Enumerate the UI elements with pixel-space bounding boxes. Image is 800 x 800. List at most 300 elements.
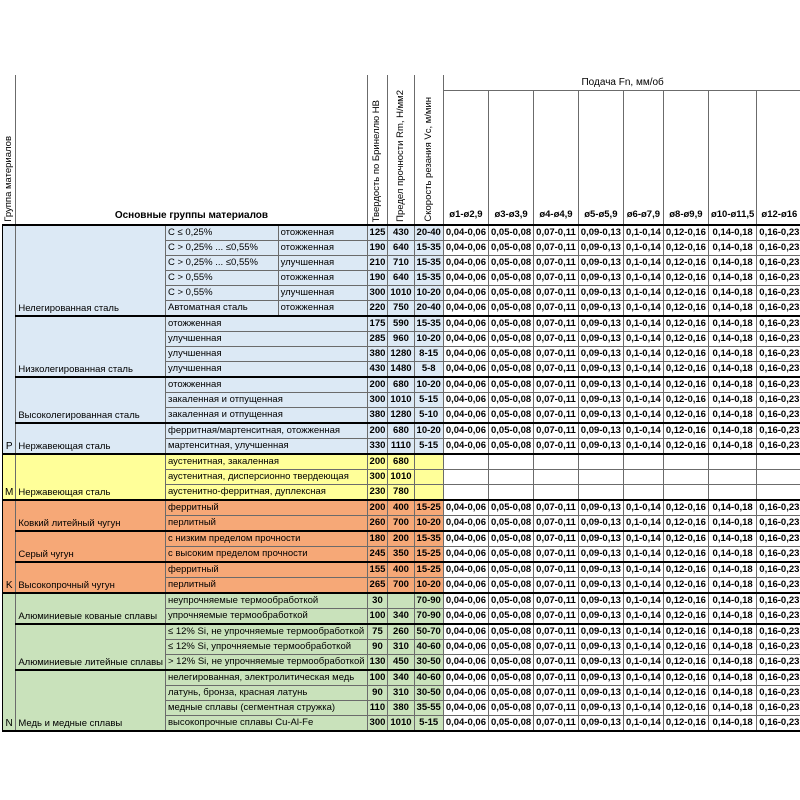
rm-cell: 400: [388, 500, 414, 516]
feed-cell: 0,09-0,13: [578, 408, 623, 424]
rm-cell: 450: [388, 655, 414, 671]
feed-cell: [623, 470, 663, 485]
rm-cell: 710: [388, 256, 414, 271]
feed-cell: 0,16-0,23: [757, 377, 800, 393]
hb-cell: 230: [367, 485, 388, 501]
header-feed-title: Подача Fn, мм/об: [443, 75, 800, 91]
feed-cell: 0,05-0,08: [489, 332, 534, 347]
hb-cell: 100: [367, 670, 388, 686]
feed-cell: [489, 470, 534, 485]
hb-cell: 75: [367, 624, 388, 640]
feed-cell: 0,14-0,18: [708, 593, 756, 609]
feed-cell: 0,12-0,16: [663, 423, 708, 439]
feed-cell: 0,09-0,13: [578, 439, 623, 455]
feed-cell: 0,07-0,11: [534, 347, 579, 362]
material-spec-cell: улучшенная: [166, 362, 368, 378]
feed-cell: [489, 485, 534, 501]
feed-cell: [534, 470, 579, 485]
feed-cell: 0,09-0,13: [578, 301, 623, 317]
feed-cell: 0,16-0,23: [757, 393, 800, 408]
hb-cell: 380: [367, 347, 388, 362]
feed-cell: 0,16-0,23: [757, 362, 800, 378]
hb-cell: 200: [367, 423, 388, 439]
material-state-cell: улучшенная: [278, 286, 367, 301]
rm-cell: 680: [388, 423, 414, 439]
rotated-label-wrap: [3, 81, 16, 224]
hb-cell: 155: [367, 562, 388, 578]
feed-cell: 0,1-0,14: [623, 578, 663, 594]
feed-cell: [489, 454, 534, 470]
header-row-top: [3, 75, 800, 91]
material-spec-cell: аустенитно-ферритная, дуплексная: [166, 485, 368, 501]
material-state-cell: отожженная: [278, 241, 367, 256]
feed-cell: 0,12-0,16: [663, 701, 708, 716]
feed-cell: 0,09-0,13: [578, 686, 623, 701]
feed-cell: 0,04-0,06: [443, 393, 488, 408]
table-row: [3, 593, 800, 609]
feed-cell: [443, 485, 488, 501]
feed-cell: 0,14-0,18: [708, 377, 756, 393]
hb-cell: 110: [367, 701, 388, 716]
material-spec-cell: C > 0,25% ... ≤0,55%: [166, 241, 279, 256]
feed-cell: [757, 454, 800, 470]
header-diameter-5: ø6-ø7,9: [623, 91, 663, 226]
feed-cell: 0,07-0,11: [534, 516, 579, 532]
material-spec-cell: отожженная: [166, 377, 368, 393]
feed-cell: 0,12-0,16: [663, 316, 708, 332]
vc-column-label: Скорость резания Vc, м/мин: [422, 97, 434, 222]
feed-cell: 0,14-0,18: [708, 516, 756, 532]
material-spec-cell: мартенситная, улучшенная: [166, 439, 368, 455]
rm-cell: 310: [388, 640, 414, 655]
rm-cell: 430: [388, 225, 414, 241]
feed-cell: 0,12-0,16: [663, 578, 708, 594]
rm-cell: 680: [388, 377, 414, 393]
group-letter-cell: K: [3, 500, 16, 593]
rm-cell: 590: [388, 316, 414, 332]
subgroup-cell: Алюминиевые литейные сплавы: [16, 624, 166, 670]
vc-cell: 15-25: [414, 500, 443, 516]
feed-cell: 0,07-0,11: [534, 241, 579, 256]
feed-cell: 0,05-0,08: [489, 609, 534, 625]
feed-cell: 0,1-0,14: [623, 377, 663, 393]
rm-cell: 1480: [388, 362, 414, 378]
feed-cell: 0,12-0,16: [663, 377, 708, 393]
feed-cell: 0,07-0,11: [534, 640, 579, 655]
feed-cell: 0,1-0,14: [623, 362, 663, 378]
feed-cell: 0,12-0,16: [663, 332, 708, 347]
feed-cell: 0,16-0,23: [757, 624, 800, 640]
feed-cell: 0,1-0,14: [623, 670, 663, 686]
feed-cell: 0,1-0,14: [623, 347, 663, 362]
material-spec-cell: C > 0,55%: [166, 271, 279, 286]
feed-cell: 0,16-0,23: [757, 423, 800, 439]
table-row: [3, 500, 800, 516]
rm-cell: 640: [388, 271, 414, 286]
feed-cell: 0,1-0,14: [623, 686, 663, 701]
feed-cell: 0,04-0,06: [443, 516, 488, 532]
rm-cell: 700: [388, 578, 414, 594]
feed-cell: [663, 454, 708, 470]
material-spec-cell: > 12% Si, не упрочняемые термообработкой: [166, 655, 368, 671]
header-diameter-7: ø10-ø11,5: [708, 91, 756, 226]
feed-cell: 0,04-0,06: [443, 578, 488, 594]
vc-cell: 50-70: [414, 624, 443, 640]
feed-cell: [534, 454, 579, 470]
rm-cell: 380: [388, 701, 414, 716]
feed-cell: 0,09-0,13: [578, 225, 623, 241]
vc-cell: 40-60: [414, 670, 443, 686]
feed-cell: 0,1-0,14: [623, 593, 663, 609]
feed-cell: 0,12-0,16: [663, 640, 708, 655]
feed-cell: 0,07-0,11: [534, 301, 579, 317]
feed-cell: 0,12-0,16: [663, 500, 708, 516]
feed-cell: 0,05-0,08: [489, 547, 534, 563]
hb-cell: 125: [367, 225, 388, 241]
feed-cell: 0,14-0,18: [708, 578, 756, 594]
feed-cell: 0,12-0,16: [663, 593, 708, 609]
feed-cell: 0,05-0,08: [489, 670, 534, 686]
material-spec-cell: ферритная/мартенситная, отожженная: [166, 423, 368, 439]
feed-cell: [623, 485, 663, 501]
rm-cell: 750: [388, 301, 414, 317]
material-spec-cell: закаленная и отпущенная: [166, 408, 368, 424]
feed-cell: 0,14-0,18: [708, 716, 756, 732]
material-spec-cell: аустенитная, дисперсионно твердеющая: [166, 470, 368, 485]
hb-cell: 210: [367, 256, 388, 271]
feed-cell: 0,14-0,18: [708, 531, 756, 547]
table-header: [3, 75, 800, 225]
feed-cell: [757, 485, 800, 501]
hb-cell: 100: [367, 609, 388, 625]
vc-cell: 15-35: [414, 241, 443, 256]
rm-cell: 1010: [388, 393, 414, 408]
vc-cell: 15-35: [414, 271, 443, 286]
vc-cell: 10-20: [414, 332, 443, 347]
feed-cell: 0,12-0,16: [663, 624, 708, 640]
feed-cell: 0,12-0,16: [663, 271, 708, 286]
feed-cell: 0,07-0,11: [534, 408, 579, 424]
table-row: [3, 225, 800, 241]
feed-cell: 0,09-0,13: [578, 362, 623, 378]
feed-cell: 0,04-0,06: [443, 701, 488, 716]
rm-cell: 1010: [388, 286, 414, 301]
feed-cell: 0,05-0,08: [489, 531, 534, 547]
feed-cell: 0,1-0,14: [623, 500, 663, 516]
feed-cell: 0,16-0,23: [757, 701, 800, 716]
subgroup-cell: Низколегированная сталь: [16, 316, 166, 377]
feed-cell: 0,09-0,13: [578, 423, 623, 439]
table-row: [3, 670, 800, 686]
feed-cell: 0,09-0,13: [578, 500, 623, 516]
material-spec-cell: перлитный: [166, 578, 368, 594]
feed-cell: 0,09-0,13: [578, 593, 623, 609]
feed-cell: 0,07-0,11: [534, 593, 579, 609]
rm-cell: 780: [388, 485, 414, 501]
rm-cell: 1010: [388, 716, 414, 732]
feed-cell: 0,05-0,08: [489, 500, 534, 516]
hb-cell: 330: [367, 439, 388, 455]
hb-cell: 220: [367, 301, 388, 317]
table-body: [3, 225, 800, 731]
vc-cell: [414, 454, 443, 470]
feed-cell: 0,04-0,06: [443, 686, 488, 701]
material-spec-cell: упрочняемые термообработкой: [166, 609, 368, 625]
feed-cell: [578, 454, 623, 470]
feed-cell: 0,05-0,08: [489, 562, 534, 578]
feed-cell: 0,09-0,13: [578, 286, 623, 301]
hb-cell: 285: [367, 332, 388, 347]
feed-cell: 0,07-0,11: [534, 271, 579, 286]
feed-cell: 0,14-0,18: [708, 332, 756, 347]
feed-cell: 0,14-0,18: [708, 301, 756, 317]
vc-cell: 40-60: [414, 640, 443, 655]
feed-cell: 0,07-0,11: [534, 624, 579, 640]
feed-cell: 0,1-0,14: [623, 332, 663, 347]
vc-cell: 20-40: [414, 225, 443, 241]
feed-cell: 0,1-0,14: [623, 716, 663, 732]
feed-cell: 0,12-0,16: [663, 562, 708, 578]
vc-cell: 10-20: [414, 286, 443, 301]
header-diameter-1: ø1-ø2,9: [443, 91, 488, 226]
vc-cell: 20-40: [414, 301, 443, 317]
feed-cell: 0,14-0,18: [708, 271, 756, 286]
feed-cell: 0,07-0,11: [534, 531, 579, 547]
feed-cell: 0,04-0,06: [443, 624, 488, 640]
subgroup-cell: Высоколегированная сталь: [16, 377, 166, 423]
header-group-column: [3, 75, 16, 225]
feed-cell: [623, 454, 663, 470]
spreadsheet-area: [2, 75, 800, 732]
feed-cell: 0,14-0,18: [708, 347, 756, 362]
feed-cell: 0,16-0,23: [757, 500, 800, 516]
feed-cell: 0,16-0,23: [757, 562, 800, 578]
rm-column-label: Предел прочности Rm, Н/мм2: [394, 90, 406, 222]
feed-cell: 0,05-0,08: [489, 271, 534, 286]
material-spec-cell: с низким пределом прочности: [166, 531, 368, 547]
feed-cell: 0,05-0,08: [489, 640, 534, 655]
material-state-cell: отожженная: [278, 301, 367, 317]
vc-cell: 10-20: [414, 423, 443, 439]
feed-cell: 0,1-0,14: [623, 609, 663, 625]
feed-cell: [578, 470, 623, 485]
material-spec-cell: ≤ 12% Si, упрочняемые термообработкой: [166, 640, 368, 655]
feed-cell: 0,12-0,16: [663, 362, 708, 378]
hb-cell: 130: [367, 655, 388, 671]
material-spec-cell: C > 0,25% ... ≤0,55%: [166, 256, 279, 271]
feed-cell: 0,14-0,18: [708, 686, 756, 701]
feed-cell: 0,1-0,14: [623, 547, 663, 563]
feed-cell: 0,12-0,16: [663, 655, 708, 671]
feed-cell: 0,14-0,18: [708, 624, 756, 640]
header-diameter-3: ø4-ø4,9: [534, 91, 579, 226]
feed-cell: 0,05-0,08: [489, 362, 534, 378]
material-state-cell: отожженная: [278, 271, 367, 286]
subgroup-cell: Серый чугун: [16, 531, 166, 562]
feed-cell: 0,12-0,16: [663, 408, 708, 424]
vc-cell: 10-20: [414, 516, 443, 532]
feed-cell: 0,05-0,08: [489, 347, 534, 362]
feed-cell: [708, 485, 756, 501]
hb-column-label: Твердость по Бринеллю HB: [371, 99, 383, 222]
vc-cell: 35-55: [414, 701, 443, 716]
vc-cell: 70-90: [414, 593, 443, 609]
rotated-label-wrap: [388, 81, 413, 224]
feed-cell: 0,07-0,11: [534, 609, 579, 625]
rm-cell: [388, 593, 414, 609]
rm-cell: 350: [388, 547, 414, 563]
feed-cell: 0,16-0,23: [757, 578, 800, 594]
feed-cell: 0,09-0,13: [578, 256, 623, 271]
feed-cell: 0,14-0,18: [708, 286, 756, 301]
feed-cell: 0,09-0,13: [578, 393, 623, 408]
feed-cell: 0,14-0,18: [708, 256, 756, 271]
hb-cell: 300: [367, 286, 388, 301]
feed-cell: 0,04-0,06: [443, 500, 488, 516]
feed-cell: 0,07-0,11: [534, 500, 579, 516]
feed-cell: 0,07-0,11: [534, 316, 579, 332]
feed-cell: 0,14-0,18: [708, 609, 756, 625]
feed-cell: 0,12-0,16: [663, 516, 708, 532]
vc-cell: 30-50: [414, 686, 443, 701]
rm-cell: 400: [388, 562, 414, 578]
rm-cell: 640: [388, 241, 414, 256]
feed-cell: 0,16-0,23: [757, 301, 800, 317]
feed-cell: 0,16-0,23: [757, 531, 800, 547]
material-spec-cell: C > 0,55%: [166, 286, 279, 301]
feed-cell: 0,04-0,06: [443, 609, 488, 625]
vc-cell: 15-35: [414, 316, 443, 332]
material-spec-cell: Автоматная сталь: [166, 301, 279, 317]
vc-cell: 30-50: [414, 655, 443, 671]
feed-cell: [443, 470, 488, 485]
feed-cell: 0,12-0,16: [663, 347, 708, 362]
material-spec-cell: ферритный: [166, 500, 368, 516]
feed-cell: 0,1-0,14: [623, 423, 663, 439]
feed-cell: 0,1-0,14: [623, 408, 663, 424]
feed-cell: 0,14-0,18: [708, 408, 756, 424]
hb-cell: 300: [367, 393, 388, 408]
feed-cell: 0,05-0,08: [489, 686, 534, 701]
rotated-label-wrap: [415, 81, 443, 224]
feed-cell: 0,16-0,23: [757, 686, 800, 701]
feed-cell: 0,04-0,06: [443, 316, 488, 332]
feed-cell: 0,1-0,14: [623, 701, 663, 716]
feed-cell: 0,16-0,23: [757, 286, 800, 301]
feed-cell: 0,05-0,08: [489, 256, 534, 271]
feed-cell: [708, 454, 756, 470]
feed-cell: 0,16-0,23: [757, 439, 800, 455]
hb-cell: 430: [367, 362, 388, 378]
feed-cell: 0,16-0,23: [757, 256, 800, 271]
material-spec-cell: аустенитная, закаленная: [166, 454, 368, 470]
header-speed-vc: [414, 75, 443, 225]
header-strength-rm: [388, 75, 414, 225]
feed-cell: 0,16-0,23: [757, 332, 800, 347]
feed-cell: 0,12-0,16: [663, 286, 708, 301]
vc-cell: 5-15: [414, 393, 443, 408]
feed-cell: 0,04-0,06: [443, 716, 488, 732]
feed-cell: 0,09-0,13: [578, 670, 623, 686]
group-letter-cell: M: [3, 454, 16, 500]
vc-cell: [414, 485, 443, 501]
feed-cell: 0,14-0,18: [708, 655, 756, 671]
feed-cell: 0,1-0,14: [623, 316, 663, 332]
feed-cell: 0,16-0,23: [757, 225, 800, 241]
feed-cell: 0,09-0,13: [578, 332, 623, 347]
feed-cell: 0,09-0,13: [578, 347, 623, 362]
table-row: [3, 423, 800, 439]
hb-cell: 300: [367, 470, 388, 485]
feed-cell: 0,1-0,14: [623, 286, 663, 301]
feed-cell: 0,04-0,06: [443, 531, 488, 547]
feed-cell: 0,1-0,14: [623, 241, 663, 256]
table-row: [3, 377, 800, 393]
feed-cell: 0,16-0,23: [757, 516, 800, 532]
vc-cell: 15-35: [414, 531, 443, 547]
feed-cell: 0,07-0,11: [534, 362, 579, 378]
feed-cell: 0,09-0,13: [578, 624, 623, 640]
feed-cell: 0,05-0,08: [489, 624, 534, 640]
feed-cell: 0,07-0,11: [534, 655, 579, 671]
feed-cell: 0,07-0,11: [534, 439, 579, 455]
feed-cell: 0,04-0,06: [443, 241, 488, 256]
vc-cell: 8-15: [414, 347, 443, 362]
feed-cell: 0,05-0,08: [489, 516, 534, 532]
vc-cell: 5-15: [414, 716, 443, 732]
feed-cell: 0,1-0,14: [623, 531, 663, 547]
rm-cell: 260: [388, 624, 414, 640]
feed-cell: 0,04-0,06: [443, 408, 488, 424]
feed-cell: 0,05-0,08: [489, 241, 534, 256]
header-diameter-4: ø5-ø5,9: [578, 91, 623, 226]
feed-cell: 0,09-0,13: [578, 531, 623, 547]
feed-cell: 0,16-0,23: [757, 347, 800, 362]
feed-cell: 0,07-0,11: [534, 716, 579, 732]
material-spec-cell: нелегированная, электролитическая медь: [166, 670, 368, 686]
hb-cell: 200: [367, 377, 388, 393]
feed-cell: 0,04-0,06: [443, 640, 488, 655]
feed-cell: 0,04-0,06: [443, 256, 488, 271]
feed-cell: 0,14-0,18: [708, 439, 756, 455]
feed-cell: 0,16-0,23: [757, 670, 800, 686]
feed-cell: 0,12-0,16: [663, 716, 708, 732]
subgroup-cell: Медь и медные сплавы: [16, 670, 166, 731]
vc-cell: 70-90: [414, 609, 443, 625]
feed-cell: 0,07-0,11: [534, 286, 579, 301]
material-spec-cell: улучшенная: [166, 347, 368, 362]
rm-cell: 960: [388, 332, 414, 347]
group-column-label: Группа материалов: [2, 136, 14, 222]
feed-cell: 0,07-0,11: [534, 686, 579, 701]
hb-cell: 190: [367, 271, 388, 286]
feed-cell: 0,16-0,23: [757, 408, 800, 424]
feed-cell: 0,04-0,06: [443, 225, 488, 241]
feed-cell: [534, 485, 579, 501]
feed-cell: 0,05-0,08: [489, 578, 534, 594]
feed-cell: 0,14-0,18: [708, 500, 756, 516]
feed-cell: 0,09-0,13: [578, 655, 623, 671]
feed-cell: 0,14-0,18: [708, 241, 756, 256]
feed-cell: 0,12-0,16: [663, 393, 708, 408]
vc-cell: 5-10: [414, 408, 443, 424]
table-row: [3, 531, 800, 547]
feed-cell: 0,12-0,16: [663, 301, 708, 317]
header-hardness-hb: [367, 75, 388, 225]
rm-cell: 1110: [388, 439, 414, 455]
hb-cell: 30: [367, 593, 388, 609]
feed-cell: 0,16-0,23: [757, 241, 800, 256]
